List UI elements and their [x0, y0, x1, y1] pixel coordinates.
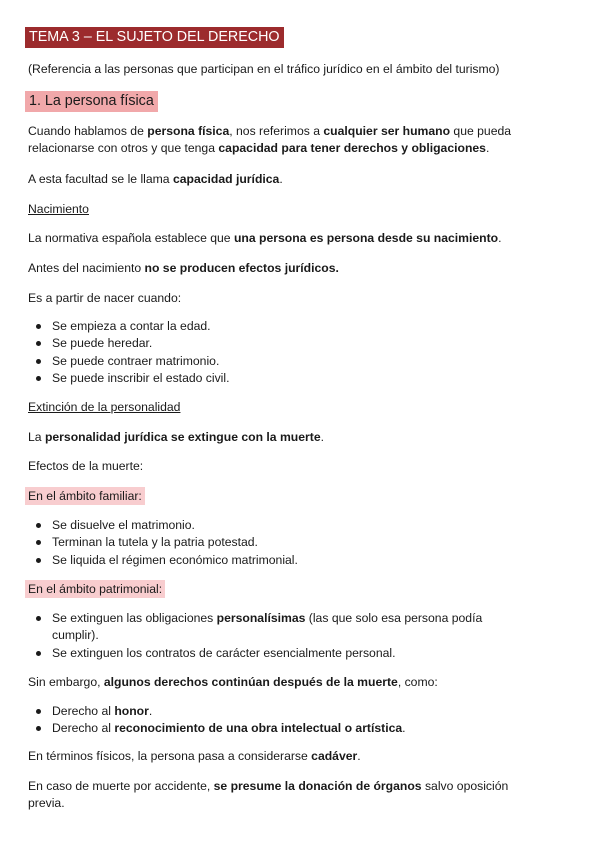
label-ambito-familiar: En el ámbito familiar:	[25, 487, 145, 505]
paragraph-a-partir: Es a partir de nacer cuando:	[28, 291, 182, 305]
bullet-icon	[36, 558, 41, 563]
list-item: Se disuelve el matrimonio.	[28, 517, 298, 534]
list-item: Se extinguen los contratos de carácter esencialmente personal.	[28, 645, 482, 662]
paragraph-efectos-muerte: Efectos de la muerte:	[28, 459, 144, 473]
bullet-icon	[36, 651, 41, 656]
paragraph-sin-embargo: Sin embargo, algunos derechos continúan después de la muerte, como:	[28, 675, 438, 689]
document-title: TEMA 3 – EL SUJETO DEL DERECHO	[25, 27, 284, 48]
paragraph-accidente-line1: En caso de muerte por accidente, se presume la donación de órganos salvo oposición	[28, 779, 509, 793]
list-item: Se puede heredar.	[28, 335, 230, 352]
bullet-icon	[36, 341, 41, 346]
bullet-icon	[36, 359, 41, 364]
paragraph-terminos-fisicos: En términos físicos, la persona pasa a considerarse cadáver.	[28, 749, 361, 763]
list-ambito-familiar	[28, 517, 298, 569]
subheading-extincion: Extinción de la personalidad	[28, 400, 181, 414]
paragraph-definition-line2: relacionarse con otros y que tenga capacidad para tener derechos y obligaciones.	[28, 141, 490, 155]
bullet-icon	[36, 540, 41, 545]
bullet-icon	[36, 616, 41, 621]
list-item: Se puede contraer matrimonio.	[28, 353, 230, 370]
paragraph-capacidad-juridica: A esta facultad se le llama capacidad jurídica.	[28, 172, 283, 186]
list-item: Se empieza a contar la edad.	[28, 318, 230, 335]
bullet-icon	[36, 523, 41, 528]
bullet-icon	[36, 709, 41, 714]
list-nacimiento-efectos	[28, 318, 230, 387]
paragraph-definition-line1: Cuando hablamos de persona física, nos referimos a cualquier ser humano que pueda	[28, 124, 512, 138]
paragraph-personalidad-extingue: La personalidad jurídica se extingue con la muerte.	[28, 430, 324, 444]
subtitle: (Referencia a las personas que participan en el tráfico jurídico en el ámbito del turismo)	[28, 62, 500, 76]
list-item: Se liquida el régimen económico matrimonial.	[28, 552, 298, 569]
bullet-icon	[36, 726, 41, 731]
list-item: Se puede inscribir el estado civil.	[28, 370, 230, 387]
list-item: Derecho al reconocimiento de una obra intelectual o artística.	[28, 720, 406, 737]
paragraph-normativa: La normativa española establece que una persona es persona desde su nacimiento.	[28, 231, 502, 245]
section-heading-persona-fisica: 1. La persona física	[25, 91, 158, 112]
list-item-continuation: cumplir).	[52, 628, 99, 643]
subheading-nacimiento: Nacimiento	[28, 202, 89, 216]
list-derechos-continuan	[28, 703, 406, 738]
label-ambito-patrimonial: En el ámbito patrimonial:	[25, 580, 165, 598]
list-item: Derecho al honor.	[28, 703, 406, 720]
bullet-icon	[36, 376, 41, 381]
paragraph-antes-nacimiento: Antes del nacimiento no se producen efectos jurídicos.	[28, 261, 339, 275]
list-item: Se extinguen las obligaciones personalísimas (las que solo esa persona podía	[28, 610, 482, 627]
list-ambito-patrimonial	[28, 610, 482, 662]
paragraph-accidente-line2: previa.	[28, 796, 65, 810]
list-item: Terminan la tutela y la patria potestad.	[28, 534, 298, 551]
bullet-icon	[36, 324, 41, 329]
